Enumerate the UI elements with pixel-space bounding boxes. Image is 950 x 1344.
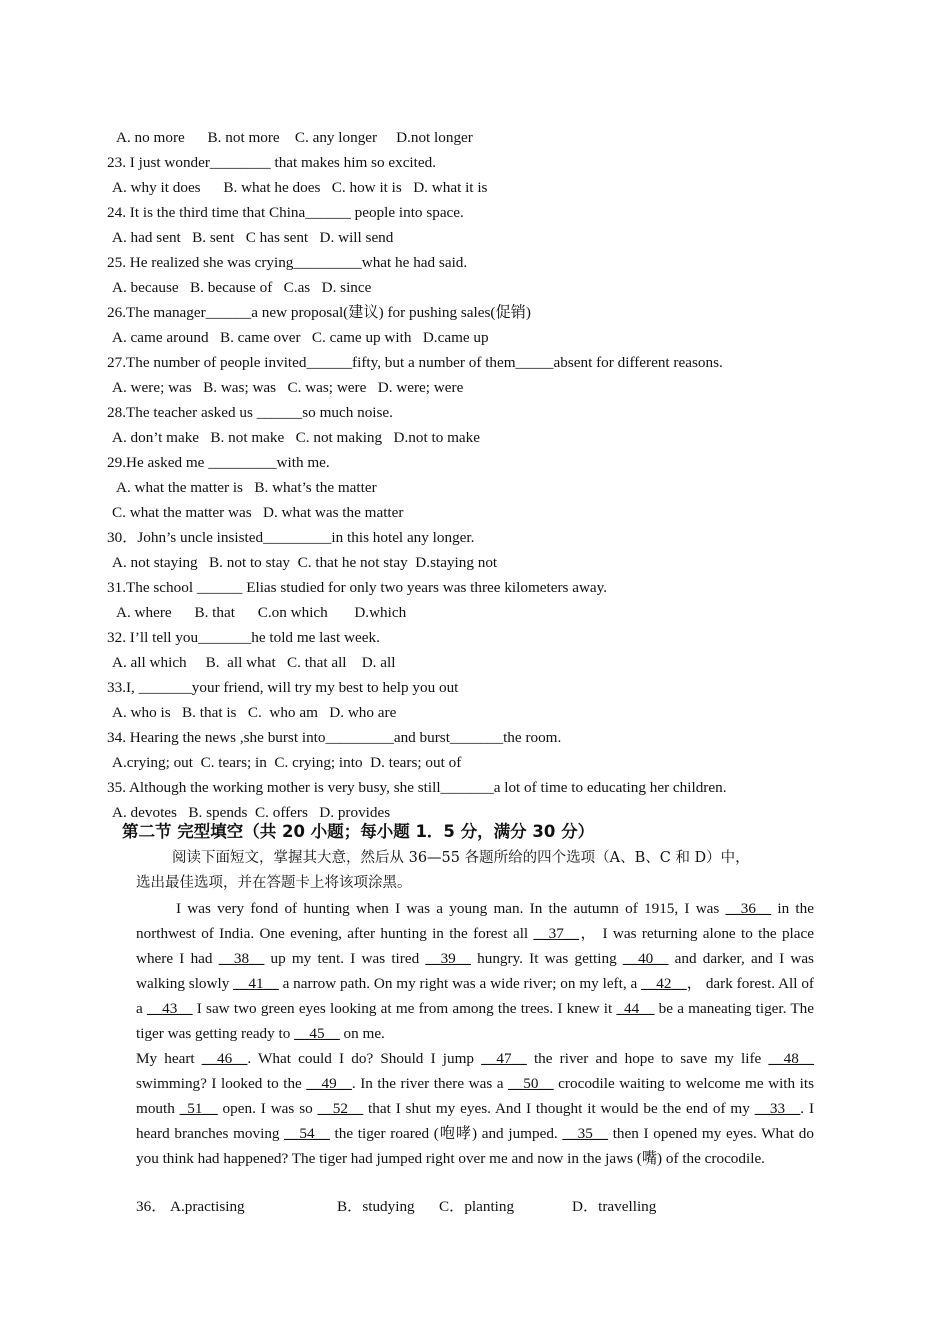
question-line: A. devotes B. spends C. offers D. provides [112,804,391,821]
blank-number: __35__ [562,1125,608,1142]
blank-number: __46__ [201,1050,248,1067]
blank-number: __49__ [306,1075,352,1092]
passage-text: ， I was returning alone to the place where I had [136,925,814,967]
section-heading: 第二节 完型填空（共 20 小题；每小题 1．5 分，满分 30 分） [122,822,595,841]
passage-text: ， dark forest. All of a [136,975,814,1017]
blank-number: __40__ [622,950,669,967]
question-line: A. no more B. not more C. any longer D.not longer [116,129,473,146]
passage-text: crocodile waiting to welcome me with its mouth [136,1075,815,1117]
blank-number: __48__ [768,1050,814,1067]
passage-text: I was very fond of hunting when I was a young man. In the autumn of 1915, I was [176,900,726,917]
question-line: 29.He asked me _________with me. [107,454,330,471]
question-line: 30．John’s uncle insisted_________in this hotel any longer. [107,529,475,546]
passage-text: the river and hope to save my life [526,1050,769,1067]
question-line: 31.The school ______ Elias studied for only two years was three kilometers away. [107,579,608,596]
question-line: A. not staying B. not to stay C. that he not stay D.staying not [112,554,498,571]
passage-text: on me. [339,1025,385,1042]
question-line: 27.The number of people invited______fifty, but a number of them_____absent for different reasons. [107,354,723,371]
blank-number: __45__ [294,1025,340,1042]
passage-paragraph-2 [136,1046,814,1171]
question-line: A. had sent B. sent C has sent D. will send [112,229,394,246]
blank-number: __54__ [284,1125,330,1142]
passage-text: . I heard branches moving [136,1100,815,1142]
question-line: 33.I, _______your friend, will try my best to help you out [107,679,459,696]
passage-text: open. I was so [217,1100,318,1117]
section-instruction-line-1: 阅读下面短文，掌握其大意，然后从 36—55 各题所给的四个选项（A、B、C 和 D）中， [172,850,750,866]
passage-text: then I opened my eyes. What do you think had happened? The tiger had jumped right over me and now in the jaws (嘴) of the crocodile. [136,1125,814,1167]
passage-text: My heart [136,1050,202,1067]
question-line: A. came around B. came over C. came up with D.came up [112,329,489,346]
passage-text: . In the river there was a [351,1075,509,1092]
blank-number: __47__ [481,1050,527,1067]
q36-option-a: A.practising [170,1198,245,1215]
question-line: A. don’t make B. not make C. not making D.not to make [112,429,480,446]
passage-text: . What could I do? Should I jump [247,1050,482,1067]
passage-text: swimming? I looked to the [136,1075,307,1092]
passage-text: be a maneating tiger. The tiger was getting ready to [136,1000,814,1042]
blank-number: __42__ [641,975,687,992]
cloze-passage [136,896,814,1171]
question-line: 25. He realized she was crying_________what he had said. [107,254,468,271]
question-line: 34. Hearing the news ,she burst into_________and burst_______the room. [107,729,562,746]
passage-text: a narrow path. On my right was a wide river; on my left, a [278,975,642,992]
blank-number: _44__ [616,1000,655,1017]
q36-option-d: D．travelling [572,1198,657,1215]
question-line: 28.The teacher asked us ______so much noise. [107,404,393,421]
question-line: A. why it does B. what he does C. how it is D. what it is [112,179,488,196]
blank-number: __36__ [725,900,772,917]
question-line: 23. I just wonder________ that makes him so excited. [107,154,437,171]
passage-text: up my tent. I was tired [264,950,426,967]
passage-text: and darker, and I was walking slowly [136,950,814,992]
passage-text: the tiger roared (咆哮) and jumped. [329,1125,563,1142]
blank-number: __39__ [425,950,471,967]
blank-number: __37__ [533,925,580,942]
blank-number: __38__ [218,950,265,967]
question-line: 35. Although the working mother is very busy, she still_______a lot of time to educating her children. [107,779,727,796]
question-line: 32. I’ll tell you_______he told me last week. [107,629,380,646]
blank-number: __41__ [233,975,279,992]
blank-number: _51__ [179,1100,218,1117]
section-instruction-line-2: 选出最佳选项，并在答题卡上将该项涂黑。 [136,875,412,891]
question-line: A. who is B. that is C. who am D. who are [112,704,397,721]
blank-number: __33__ [754,1100,801,1117]
passage-text: I saw two green eyes looking at me from among the trees. I knew it [192,1000,617,1017]
question-line: 24. It is the third time that China______ people into space. [107,204,464,221]
passage-text: hungry. It was getting [470,950,623,967]
q36-option-b: B．studying [337,1198,415,1215]
q36-option-c: C．planting [439,1198,515,1215]
question-line: A. all which B. all what C. that all D. all [112,654,396,671]
question-line: C. what the matter was D. what was the matter [112,504,404,521]
blank-number: __43__ [146,1000,193,1017]
blank-number: __52__ [317,1100,364,1117]
question-line: A.crying; out C. tears; in C. crying; into D. tears; out of [112,754,462,771]
passage-text: in the northwest of India. One evening, after hunting in the forest all [136,900,814,942]
question-line: A. were; was B. was; was C. was; were D. were; were [112,379,464,396]
question-line: 26.The manager______a new proposal(建议) for pushing sales(促销) [107,304,531,321]
passage-paragraph-1 [136,896,814,1046]
question-line: A. what the matter is B. what’s the matter [116,479,377,496]
q36-number: 36． [136,1198,167,1215]
blank-number: __50__ [508,1075,554,1092]
passage-text: that I shut my eyes. And I thought it would be the end of my [363,1100,755,1117]
question-line: A. where B. that C.on which D.which [116,604,407,621]
question-line: A. because B. because of C.as D. since [112,279,372,296]
